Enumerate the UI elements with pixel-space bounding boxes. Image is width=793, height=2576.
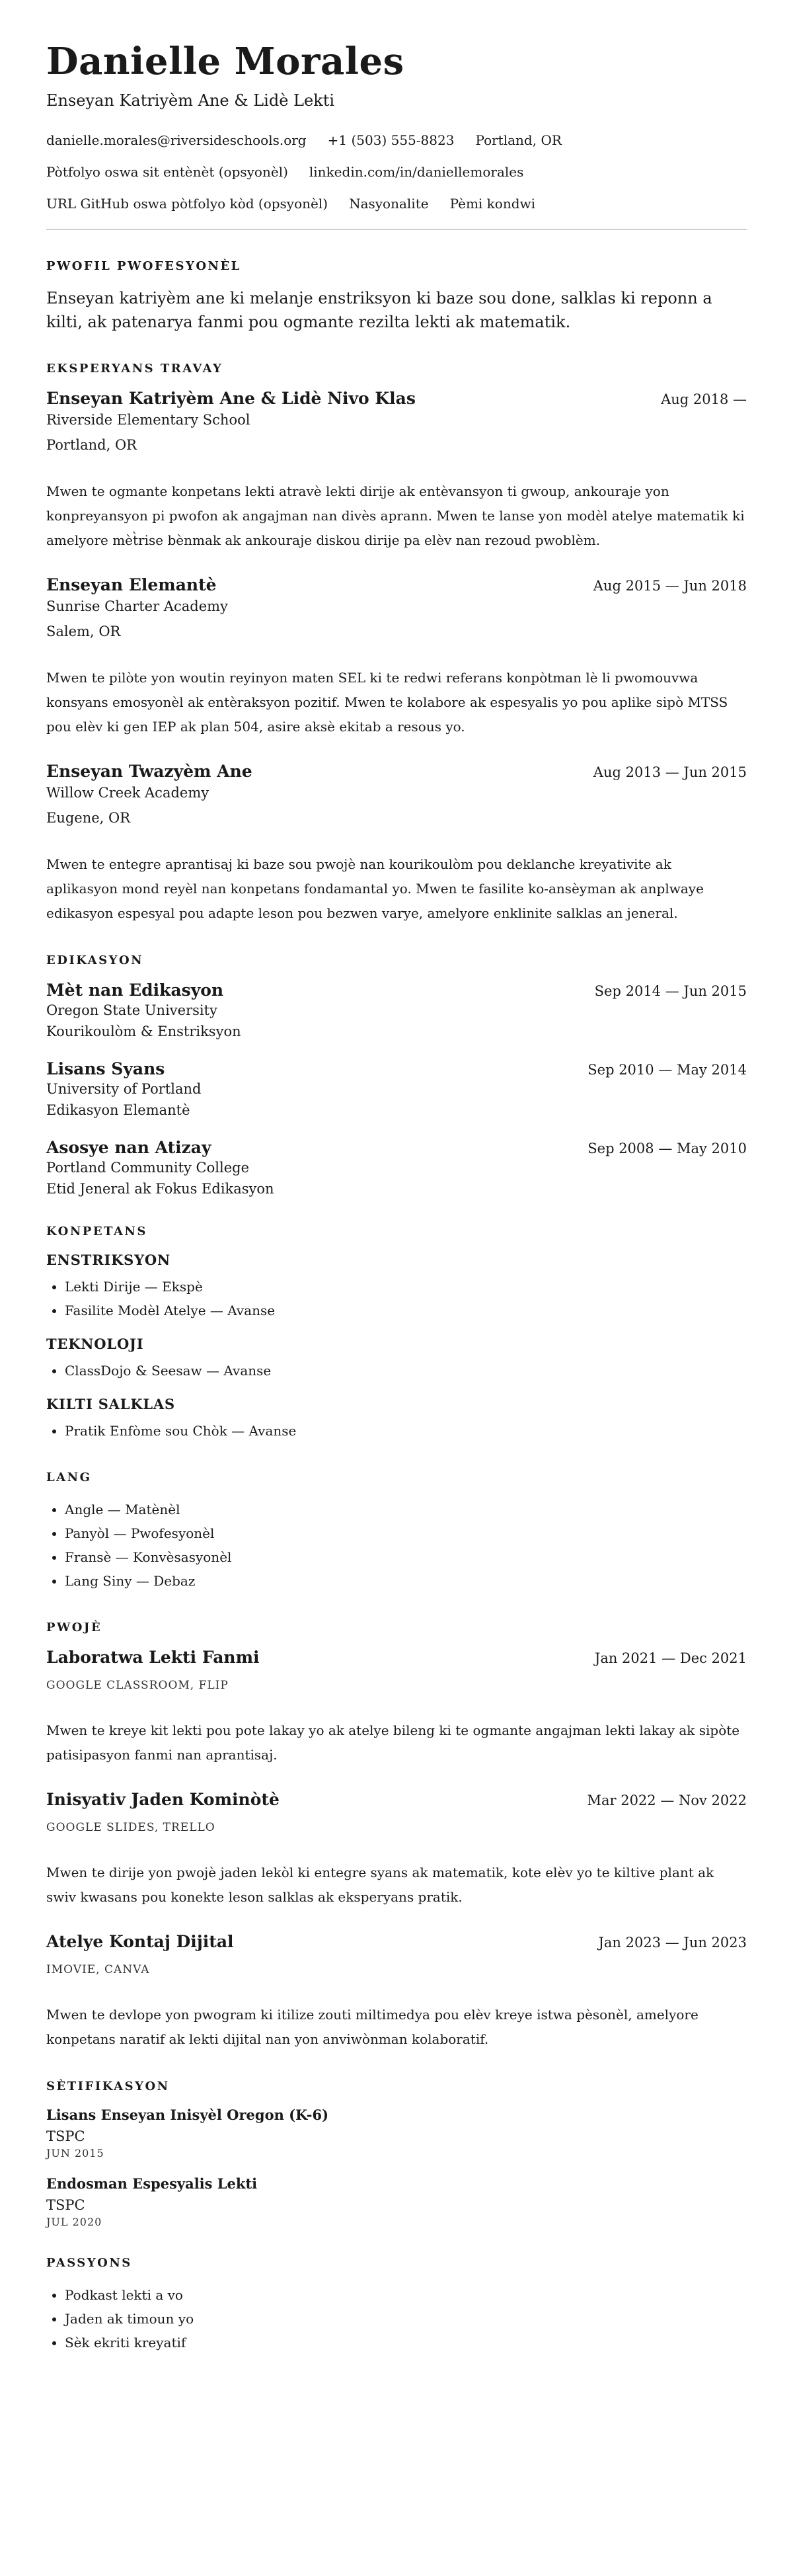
experience-entry bbox=[46, 389, 747, 553]
project-title: Atelye Kontaj Dijital bbox=[46, 1932, 234, 1951]
entry-head bbox=[46, 1648, 747, 1667]
project-date: Jan 2021 — Dec 2021 bbox=[594, 1650, 747, 1666]
skill-group bbox=[46, 1252, 747, 1322]
section-title: KONPETANS bbox=[46, 1225, 147, 1238]
project-tech: GOOGLE CLASSROOM, FLIP bbox=[46, 1679, 229, 1692]
degree-date: Sep 2010 — May 2014 bbox=[587, 1062, 747, 1078]
skill-group bbox=[46, 1336, 747, 1383]
hobby-list bbox=[46, 2283, 747, 2355]
certification-issuer: TSPC bbox=[46, 2128, 85, 2144]
contact-location: Portland, OR bbox=[475, 132, 562, 148]
skill-list bbox=[46, 1275, 747, 1322]
contact-row-3 bbox=[46, 196, 747, 212]
degree-title: Asosye nan Atizay bbox=[46, 1138, 211, 1157]
entry-head bbox=[46, 1059, 747, 1078]
project-description: Mwen te devlope yon pwogram ki itilize zouti miltimedya pou elèv kreye istwa pèsonèl, amelyore konpetans naratif ak lekti dijital nan yon anviwònman kolaboratif. bbox=[46, 2007, 699, 2047]
entry-head bbox=[46, 1932, 747, 1951]
section-title: EDIKASYON bbox=[46, 953, 144, 967]
school-name: Oregon State University bbox=[46, 1002, 217, 1018]
contact-github[interactable]: URL GitHub oswa pòtfolyo kòd (opsyonèl) bbox=[46, 196, 328, 212]
languages-section bbox=[46, 1470, 747, 1593]
experience-entry bbox=[46, 575, 747, 739]
skill-group bbox=[46, 1396, 747, 1443]
language-item: • Lang Siny — Debaz bbox=[65, 1569, 747, 1593]
education-entry bbox=[46, 1059, 747, 1118]
degree-field: Edikasyon Elemantè bbox=[46, 1102, 190, 1118]
project-description: Mwen te dirije yon pwojè jaden lekòl ki entegre syans ak matematik, kote elèv yo te kiltive plant ak swiv kwasans pou konekte leson salklas ak eksperyans pratik. bbox=[46, 1865, 714, 1905]
language-item: • Panyòl — Pwofesyonèl bbox=[65, 1521, 747, 1545]
job-employer: Sunrise Charter Academy bbox=[46, 598, 228, 614]
project-tech: IMOVIE, CANVA bbox=[46, 1963, 150, 1976]
hobbies-section bbox=[46, 2256, 747, 2355]
resume-header bbox=[46, 40, 747, 212]
profile-section bbox=[46, 259, 747, 334]
project-date: Jan 2023 — Jun 2023 bbox=[598, 1935, 747, 1951]
certification-issuer: TSPC bbox=[46, 2197, 85, 2213]
certifications-section bbox=[46, 2079, 747, 2228]
school-name: University of Portland bbox=[46, 1081, 202, 1097]
entry-head bbox=[46, 389, 747, 408]
language-item: • Angle — Matènèl bbox=[65, 1498, 747, 1521]
entry-head bbox=[46, 1138, 747, 1157]
skill-group-title: TEKNOLOJI bbox=[46, 1336, 144, 1352]
section-title: LANG bbox=[46, 1470, 92, 1484]
education-entry bbox=[46, 981, 747, 1039]
job-date: Aug 2015 — Jun 2018 bbox=[593, 578, 747, 594]
profile-summary: Enseyan katriyèm ane ki melanje enstriksyon ki baze sou done, salklas ki reponn a kilti, ak patenarya fanmi pou ogmante rezilta lekti ak matematik. bbox=[46, 289, 712, 331]
hobby-item: • Podkast lekti a vo bbox=[65, 2283, 747, 2307]
hobby-item: • Sèk ekriti kreyatif bbox=[65, 2331, 747, 2355]
experience-section bbox=[46, 362, 747, 926]
job-employer: Willow Creek Academy bbox=[46, 785, 209, 801]
language-item: • Fransè — Konvèsasyonèl bbox=[65, 1545, 747, 1569]
skill-group-title: KILTI SALKLAS bbox=[46, 1396, 175, 1412]
skill-item: • Fasilite Modèl Atelye — Avanse bbox=[65, 1299, 747, 1322]
hobby-item: • Jaden ak timoun yo bbox=[65, 2307, 747, 2331]
certification-date: JUN 2015 bbox=[46, 2147, 104, 2159]
job-date: Aug 2018 — bbox=[661, 391, 747, 407]
job-title: Enseyan Elemantè bbox=[46, 575, 217, 594]
degree-field: Kourikoulòm & Enstriksyon bbox=[46, 1024, 241, 1039]
contact-row-2 bbox=[46, 164, 747, 180]
section-title: SÈTIFIKASYON bbox=[46, 2079, 170, 2093]
degree-title: Mèt nan Edikasyon bbox=[46, 981, 224, 1000]
job-location: Eugene, OR bbox=[46, 810, 131, 826]
job-location: Portland, OR bbox=[46, 437, 137, 453]
skill-list bbox=[46, 1419, 747, 1443]
contact-row-1 bbox=[46, 132, 747, 148]
skill-item: • Lekti Dirije — Ekspè bbox=[65, 1275, 747, 1299]
project-title: Laboratwa Lekti Fanmi bbox=[46, 1648, 260, 1667]
job-description: Mwen te pilòte yon woutin reyinyon maten SEL ki te redwi referans konpòtman lè li pwomouvwa konsyans emosyonèl ak entèraksyon pozitif. Mwen te kolabore ak espesyalis yo pou aplike sipò MTSS pou elèv ki gen IEP ak plan 504, asire aksè ekitab a resous yo. bbox=[46, 670, 728, 735]
contact-phone[interactable]: +1 (503) 555-8823 bbox=[327, 132, 455, 148]
contact-linkedin[interactable]: linkedin.com/in/daniellemorales bbox=[309, 164, 524, 180]
project-entry bbox=[46, 1932, 747, 2052]
school-name: Portland Community College bbox=[46, 1160, 250, 1176]
language-list bbox=[46, 1498, 747, 1593]
skill-group-title: ENSTRIKSYON bbox=[46, 1252, 170, 1268]
contact-email[interactable]: danielle.morales@riversideschools.org bbox=[46, 132, 307, 148]
certification-entry bbox=[46, 2175, 747, 2228]
project-date: Mar 2022 — Nov 2022 bbox=[587, 1792, 747, 1808]
section-title: PASSYONS bbox=[46, 2256, 132, 2270]
education-section bbox=[46, 953, 747, 1197]
education-entry bbox=[46, 1138, 747, 1197]
job-location: Salem, OR bbox=[46, 624, 121, 639]
project-tech: GOOGLE SLIDES, TRELLO bbox=[46, 1821, 215, 1834]
project-entry bbox=[46, 1790, 747, 1910]
contact-nationality: Nasyonalite bbox=[349, 196, 429, 212]
degree-title: Lisans Syans bbox=[46, 1059, 165, 1078]
job-date: Aug 2013 — Jun 2015 bbox=[593, 764, 747, 780]
certification-title: Endosman Espesyalis Lekti bbox=[46, 2175, 258, 2192]
entry-head bbox=[46, 575, 747, 594]
certification-title: Lisans Enseyan Inisyèl Oregon (K-6) bbox=[46, 2107, 329, 2123]
degree-field: Etid Jeneral ak Fokus Edikasyon bbox=[46, 1181, 274, 1197]
job-title: Enseyan Katriyèm Ane & Lidè Nivo Klas bbox=[46, 389, 416, 408]
experience-entry bbox=[46, 762, 747, 926]
degree-date: Sep 2008 — May 2010 bbox=[587, 1141, 747, 1156]
section-title: PWOJÈ bbox=[46, 1621, 102, 1634]
projects-section bbox=[46, 1621, 747, 2052]
contact-permit: Pèmi kondwi bbox=[449, 196, 536, 212]
project-entry bbox=[46, 1648, 747, 1767]
project-title: Inisyativ Jaden Kominòtè bbox=[46, 1790, 280, 1809]
project-description: Mwen te kreye kit lekti pou pote lakay yo ak atelye bileng ki te ogmante angajman lekti lakay ak sipòte patisipasyon fanmi nan aprantisaj. bbox=[46, 1722, 740, 1763]
candidate-name: Danielle Morales bbox=[46, 40, 404, 83]
degree-date: Sep 2014 — Jun 2015 bbox=[594, 983, 747, 999]
section-title: EKSPERYANS TRAVAY bbox=[46, 362, 223, 376]
section-title: PWOFIL PWOFESYONÈL bbox=[46, 259, 241, 273]
header-divider bbox=[46, 229, 747, 230]
candidate-title: Enseyan Katriyèm Ane & Lidè Lekti bbox=[46, 91, 335, 110]
skills-section bbox=[46, 1225, 747, 1443]
job-description: Mwen te entegre aprantisaj ki baze sou pwojè nan kourikoulòm pou deklanche kreyativite ak aplikasyon mond reyèl nan konpetans fondamantal yo. Mwen te fasilite ko-ansèyman ak anplwaye edikasyon espesyal pou adapte leson pou bezwen varye, amelyore enklinite salklas an jeneral. bbox=[46, 856, 704, 921]
contact-portfolio[interactable]: Pòtfolyo oswa sit entènèt (opsyonèl) bbox=[46, 164, 288, 180]
entry-head bbox=[46, 1790, 747, 1809]
job-description: Mwen te ogmante konpetans lekti atravè lekti dirije ak entèvansyon ti gwoup, ankouraje yon konpreyansyon pi pwofon ak angajman nan divès aprann. Mwen te lanse yon modèl atelye matematik ki amelyore mèt̀rise bènmak ak ankouraje diskou dirije pa elèv nan rezoud pwoblèm. bbox=[46, 483, 745, 548]
job-employer: Riverside Elementary School bbox=[46, 412, 250, 428]
skill-item: • Pratik Enfòme sou Chòk — Avanse bbox=[65, 1419, 747, 1443]
skill-list bbox=[46, 1359, 747, 1383]
skill-item: • ClassDojo & Seesaw — Avanse bbox=[65, 1359, 747, 1383]
job-title: Enseyan Twazyèm Ane bbox=[46, 762, 252, 781]
entry-head bbox=[46, 981, 747, 1000]
entry-head bbox=[46, 762, 747, 781]
certification-date: JUL 2020 bbox=[46, 2216, 102, 2228]
certification-entry bbox=[46, 2107, 747, 2159]
